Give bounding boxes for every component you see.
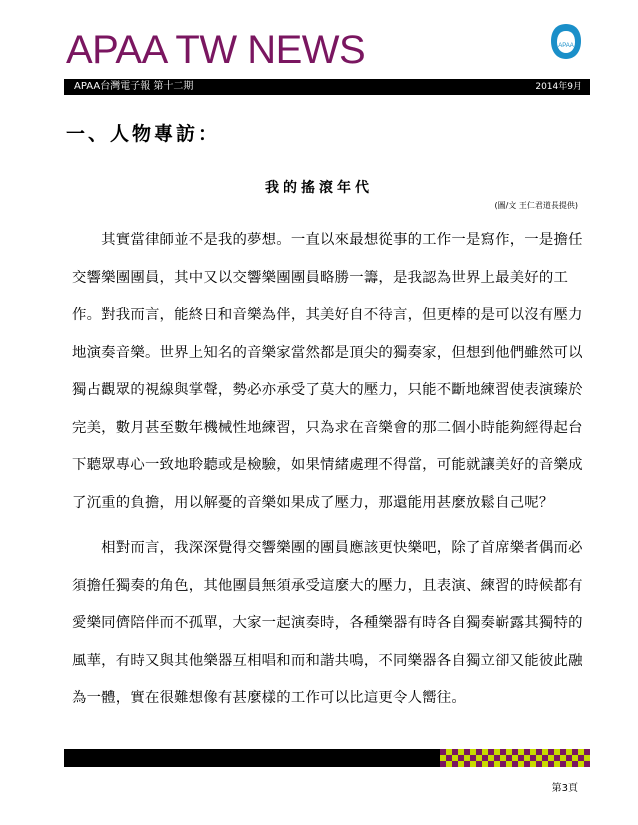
paragraph-line: 須擔任獨奏的角色，其他團員無須承受這麼大的壓力，且表演、練習的時候都有 — [72, 577, 583, 594]
paragraph-2 — [72, 530, 584, 718]
checker-cell — [554, 749, 560, 755]
checker-cell — [542, 761, 548, 767]
checker-cell — [464, 749, 470, 755]
checker-cell — [578, 761, 584, 767]
checker-cell — [572, 761, 578, 767]
checker-cell — [554, 755, 560, 761]
masthead-title: APAA TW NEWS — [66, 28, 366, 72]
checker-cell — [542, 749, 548, 755]
checker-cell — [494, 749, 500, 755]
checker-cell — [476, 755, 482, 761]
article-title: 我的搖滾年代 — [265, 180, 373, 196]
checker-cell — [452, 761, 458, 767]
paragraph-line: 為一體，實在很難想像有甚麼樣的工作可以比這更令人嚮往。 — [72, 690, 466, 706]
checker-cell — [470, 761, 476, 767]
checker-cell — [464, 761, 470, 767]
checker-cell — [566, 749, 572, 755]
paragraph-1 — [72, 222, 584, 522]
checker-cell — [506, 749, 512, 755]
checker-cell — [440, 755, 446, 761]
page-number: 第3頁 — [551, 783, 578, 794]
paragraph-line: 獨占觀眾的視線與掌聲，勢必亦承受了莫大的壓力，只能不斷地練習使表演臻於 — [72, 382, 583, 398]
checker-cell — [458, 755, 464, 761]
paragraph-line: 風華，有時又與其他樂器互相唱和而和諧共鳴，不同樂器各自獨立卻又能彼此融 — [72, 652, 583, 669]
logo-label: APAA — [558, 43, 574, 49]
checker-cell — [566, 761, 572, 767]
checker-cell — [506, 755, 512, 761]
checker-cell — [572, 755, 578, 761]
checker-cell — [536, 749, 542, 755]
checker-cell — [530, 749, 536, 755]
checker-cell — [560, 761, 566, 767]
paragraph-line: 其實當律師並不是我的夢想。一直以來最想從事的工作一是寫作，一是擔任 — [72, 232, 583, 248]
checker-cell — [476, 761, 482, 767]
checker-cell — [536, 755, 542, 761]
checker-cell — [470, 749, 476, 755]
article-credit: (圖/文 王仁君道長提供) — [494, 201, 578, 210]
checker-cell — [572, 749, 578, 755]
checker-cell — [560, 755, 566, 761]
checker-cell — [554, 761, 560, 767]
checker-cell — [500, 761, 506, 767]
checker-cell — [482, 749, 488, 755]
checker-cell — [548, 761, 554, 767]
checker-cell — [548, 749, 554, 755]
checker-pattern — [440, 749, 590, 767]
checker-cell — [584, 755, 590, 761]
checker-cell — [482, 755, 488, 761]
paragraph-line: 作。對我而言，能終日和音樂為伴，其美好自不待言，但更棒的是可以沒有壓力 — [72, 307, 583, 323]
checker-cell — [506, 761, 512, 767]
checker-cell — [542, 755, 548, 761]
paragraph-line: 交響樂團團員，其中又以交響樂團團員略勝一籌，是我認為世界上最美好的工 — [72, 269, 569, 286]
checker-cell — [452, 749, 458, 755]
checker-cell — [524, 749, 530, 755]
checker-cell — [512, 755, 518, 761]
checker-cell — [518, 761, 524, 767]
checker-cell — [464, 755, 470, 761]
checker-cell — [512, 749, 518, 755]
footer-bar — [64, 749, 440, 767]
checker-cell — [518, 755, 524, 761]
checker-cell — [530, 755, 536, 761]
checker-cell — [494, 761, 500, 767]
checker-cell — [482, 761, 488, 767]
paragraph-line: 地演奏音樂。世界上知名的音樂家當然都是頂尖的獨奏家，但想到他們雖然可以 — [72, 344, 583, 361]
checker-cell — [584, 749, 590, 755]
checker-cell — [530, 761, 536, 767]
checker-cell — [446, 761, 452, 767]
section-title: 一、人物專訪： — [66, 123, 221, 145]
checker-cell — [488, 755, 494, 761]
paragraph-line: 了沉重的負擔，用以解憂的音樂如果成了壓力，那還能用甚麼放鬆自己呢？ — [72, 494, 554, 511]
issue-date: 2014年9月 — [535, 82, 582, 92]
issue-label: APAA台灣電子報 第十二期 — [74, 81, 194, 92]
checker-cell — [494, 755, 500, 761]
checker-cell — [500, 749, 506, 755]
checker-cell — [566, 755, 572, 761]
checker-cell — [578, 755, 584, 761]
checker-cell — [446, 749, 452, 755]
checker-cell — [578, 749, 584, 755]
checker-cell — [518, 749, 524, 755]
apaa-logo — [548, 22, 584, 62]
checker-cell — [476, 749, 482, 755]
checker-cell — [560, 749, 566, 755]
issue-bar — [64, 79, 590, 95]
paragraph-line: 下聽眾專心一致地聆聽或是檢驗，如果情緒處理不得當，可能就讓美好的音樂成 — [72, 457, 583, 473]
checker-cell — [440, 749, 446, 755]
checker-cell — [458, 749, 464, 755]
checker-cell — [524, 761, 530, 767]
paragraph-line: 完美，數月甚至數年機械性地練習，只為求在音樂會的那二個小時能夠經得起台 — [72, 419, 583, 436]
checker-cell — [446, 755, 452, 761]
checker-cell — [524, 755, 530, 761]
checker-cell — [458, 761, 464, 767]
checker-cell — [440, 761, 446, 767]
checker-cell — [488, 761, 494, 767]
checker-cell — [470, 755, 476, 761]
checker-cell — [536, 761, 542, 767]
checker-cell — [452, 755, 458, 761]
checker-cell — [488, 749, 494, 755]
checker-cell — [500, 755, 506, 761]
checker-cell — [548, 755, 554, 761]
paragraph-line: 相對而言，我深深覺得交響樂團的團員應該更快樂吧，除了首席樂者偶而必 — [72, 540, 583, 556]
paragraph-line: 愛樂同儕陪伴而不孤單，大家一起演奏時，各種樂器有時各自獨奏嶄露其獨特的 — [72, 615, 583, 631]
checker-cell — [584, 761, 590, 767]
checker-cell — [512, 761, 518, 767]
